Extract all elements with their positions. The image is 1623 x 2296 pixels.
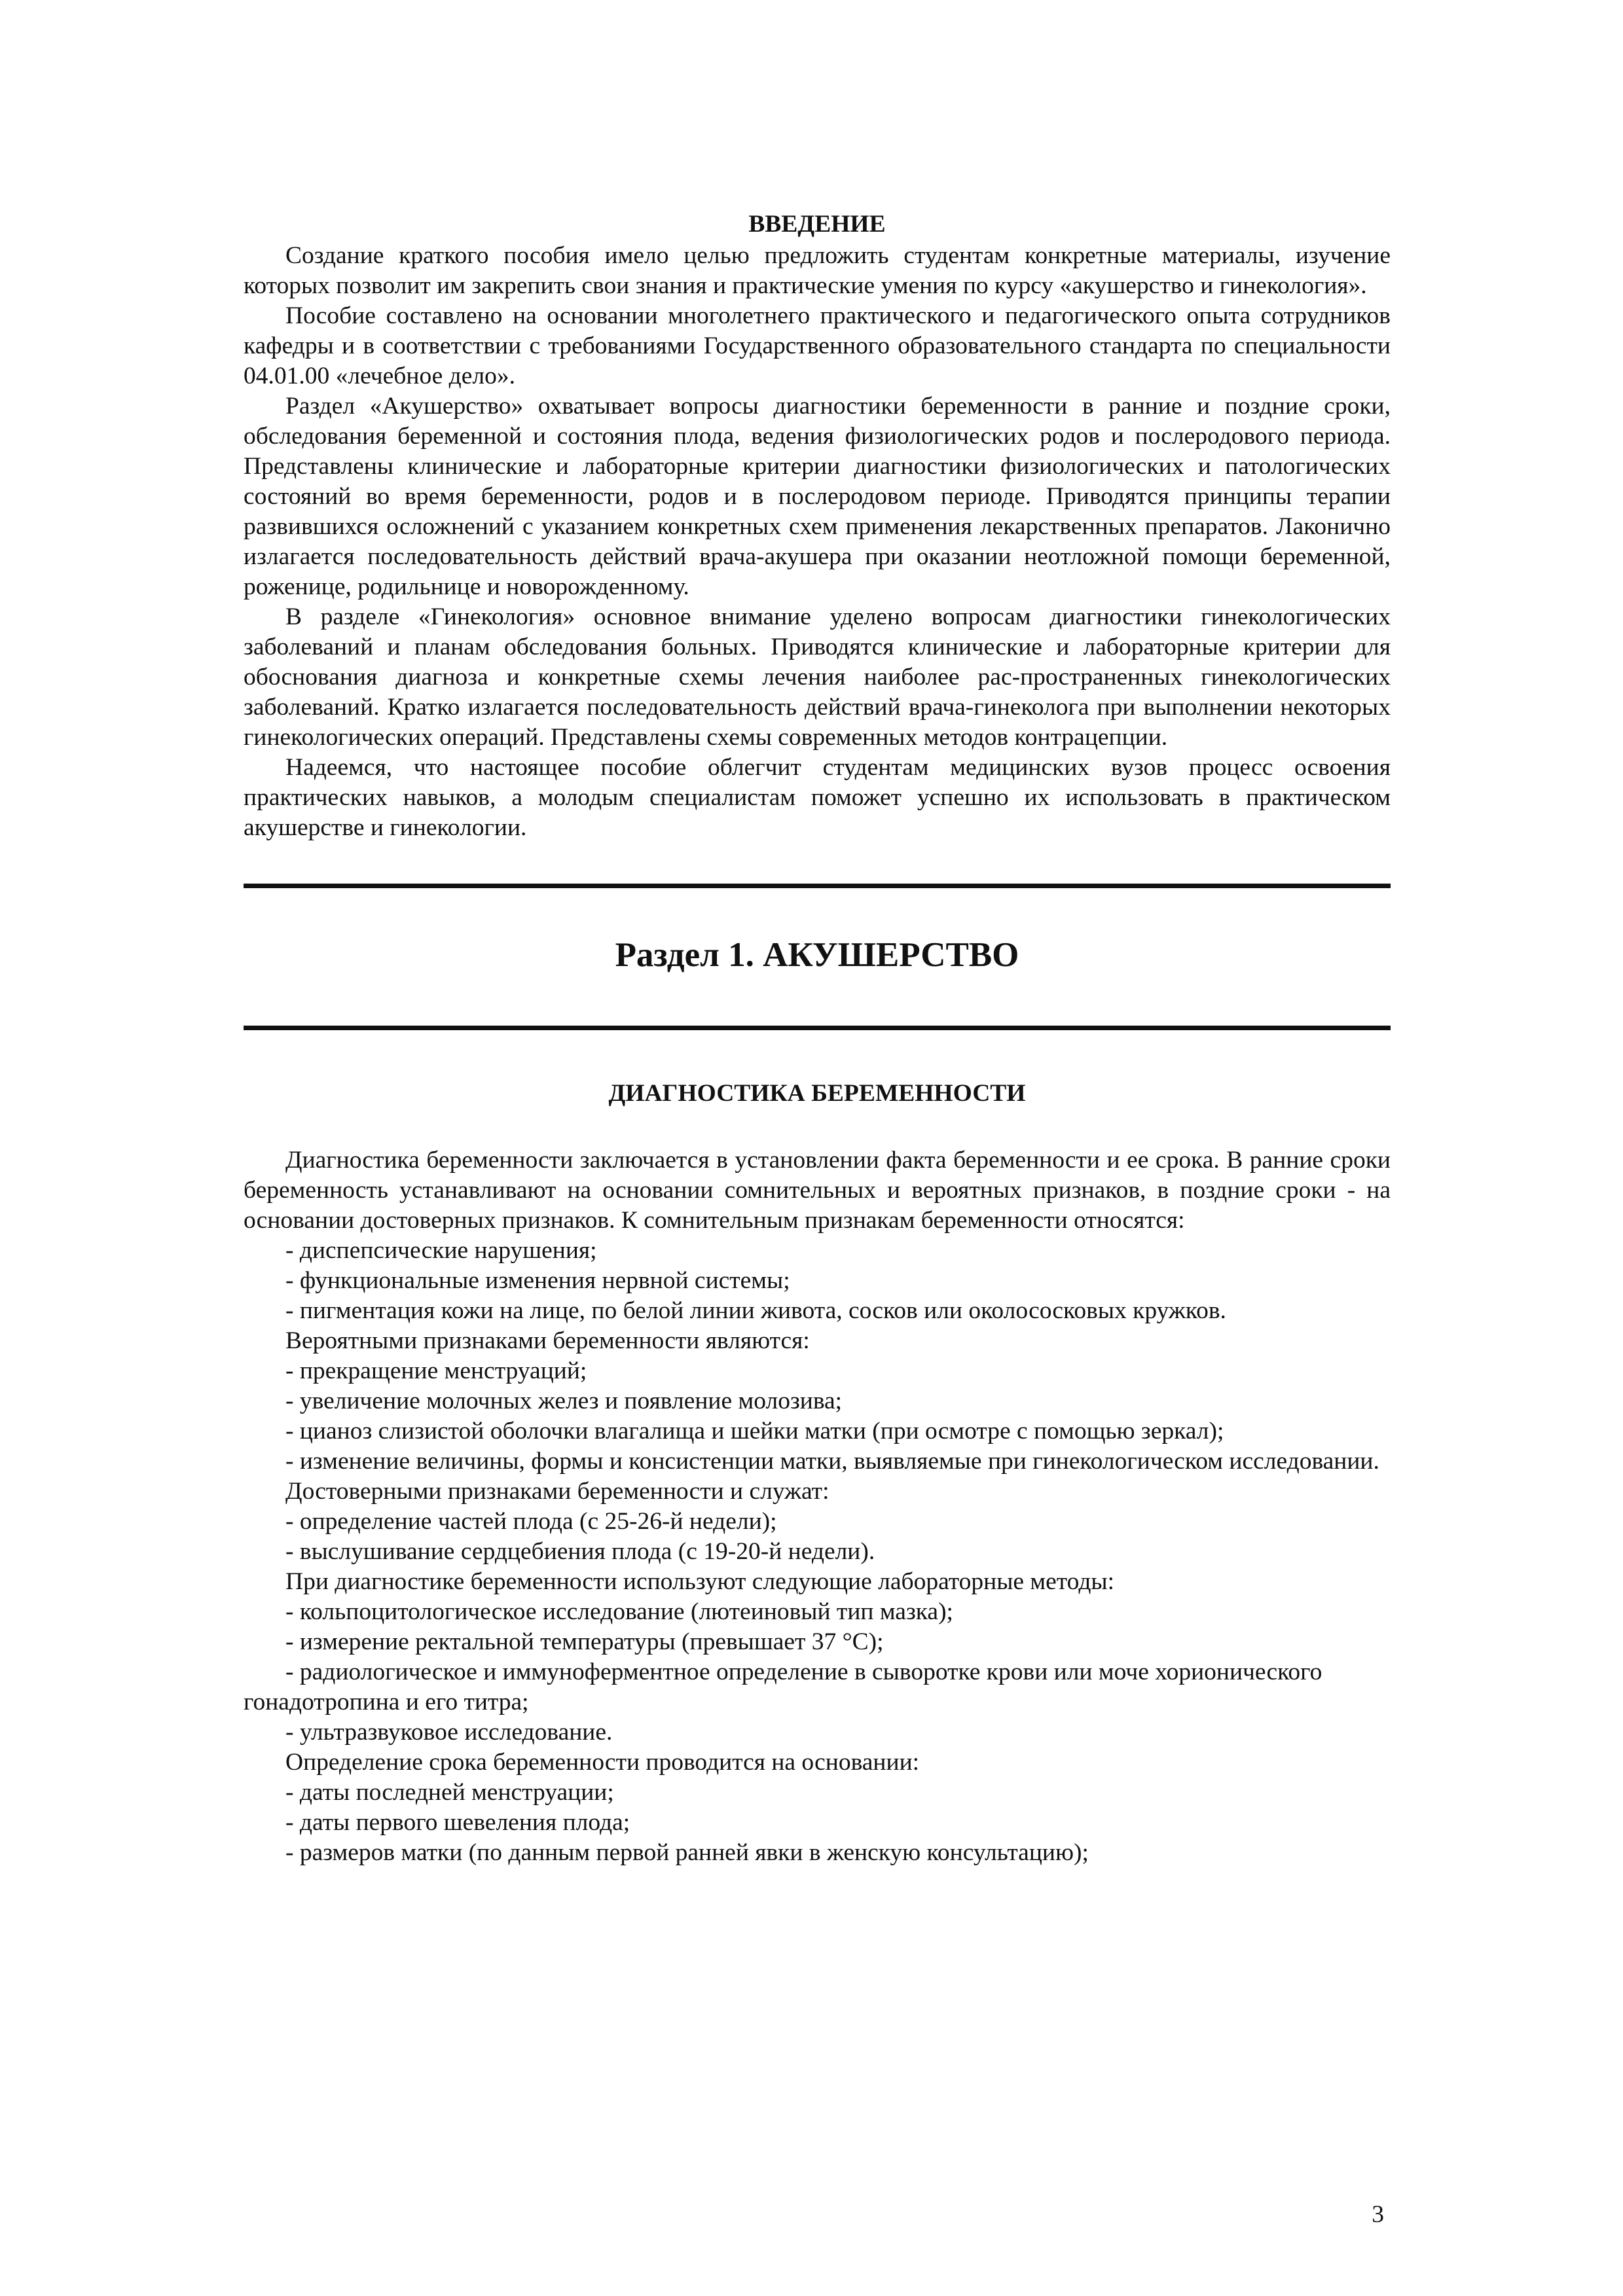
section-title: Раздел 1. АКУШЕРСТВО xyxy=(615,936,1019,974)
list-item: - выслушивание сердцебиения плода (с 19-20-й недели). xyxy=(285,1538,875,1565)
intro-paragraph: В разделе «Гинекология» основное внимание уделено вопросам диагностики гинекологических заболеваний и планам обследования больных. Приводятся клинические и лабораторные критерии для обоснования диагноза и конкретные схемы лечения наиболее рас-пространенных гинекологических заболеваний. Кратко излагается последовательность действий врача-гинеколога при выполнении некоторых гинекологических операций. Представлены схемы современных методов контрацепции. xyxy=(244,603,1391,751)
list-item: Достоверными признаками беременности и служат: xyxy=(285,1478,830,1505)
list-item: - определение частей плода (с 25-26-й недели); xyxy=(285,1508,777,1535)
list-item: - даты первого шевеления плода; xyxy=(285,1809,630,1836)
list-item: При диагностике беременности используют следующие лабораторные методы: xyxy=(285,1568,1115,1595)
list-item: - увеличение молочных желез и появление молозива; xyxy=(285,1388,843,1414)
list-item: - даты последней менструации; xyxy=(285,1779,614,1806)
intro-paragraph: Надеемся, что настоящее пособие облегчит студентам медицинских вузов процесс освоения практических навыков, а молодым специалистам поможет успешно их использовать в практическом акушерстве и гинекологии. xyxy=(244,754,1391,841)
intro-paragraph: Раздел «Акушерство» охватывает вопросы диагностики беременности в ранние и поздние сроки, обследования беременной и состояния плода, ведения физиологических родов и послеродового периода. Представлены клинические и лабораторные критерии диагностики физиологических и патологических состояний во время беременности, родов и в послеродовом периоде. Приводятся принципы терапии развившихся осложнений с указанием конкретных схем применения лекарственных препаратов. Лаконично излагается последовательность действий врача-акушера при оказании неотложной помощи беременной, роженице, родильнице и новорожденному. xyxy=(244,393,1391,600)
list-item: - прекращение менструаций; xyxy=(285,1357,587,1384)
page-number: 3 xyxy=(1372,2201,1384,2228)
top-divider xyxy=(244,884,1391,888)
bottom-divider xyxy=(244,1026,1391,1030)
list-item: - кольпоцитологическое исследование (лютеиновый тип мазка); xyxy=(285,1598,953,1625)
list-item: - измерение ректальной температуры (превышает 37 °С); xyxy=(285,1628,884,1655)
intro-paragraph: Пособие составлено на основании многолетнего практического и педагогического опыта сотрудников кафедры и в соответствии с требованиями Государственного образовательного стандарта по специальности 04.01.00 «лечебное дело». xyxy=(244,302,1391,389)
list-item: - изменение величины, формы и консистенции матки, выявляемые при гинекологическом исследовании. xyxy=(285,1448,1379,1475)
list-item: - пигментация кожи на лице, по белой линии живота, сосков или околососковых кружков. xyxy=(285,1297,1226,1324)
list-item: - функциональные изменения нервной системы; xyxy=(285,1267,790,1294)
intro-heading: ВВЕДЕНИЕ xyxy=(748,211,886,238)
document-page xyxy=(244,209,1391,1868)
diagnostics-heading: ДИАГНОСТИКА БЕРЕМЕННОСТИ xyxy=(608,1080,1026,1107)
list-item: Вероятными признаками беременности являются: xyxy=(285,1327,810,1354)
list-item: Определение срока беременности проводится на основании: xyxy=(285,1749,920,1776)
intro-paragraph: Создание краткого пособия имело целью предложить студентам конкретные материалы, изучение которых позволит им закрепить свои знания и практические умения по курсу «акушерство и гинекология». xyxy=(244,242,1391,299)
list-item: - размеров матки (по данным первой ранней явки в женскую консультацию); xyxy=(285,1839,1089,1866)
list-item: - цианоз слизистой оболочки влагалища и шейки матки (при осмотре с помощью зеркал); xyxy=(285,1418,1224,1444)
list-item: - диспепсические нарушения; xyxy=(285,1237,597,1264)
list-item: - ультразвуковое исследование. xyxy=(285,1719,613,1746)
list-item: - радиологическое и иммуноферментное определение в сыворотке крови или моче хорионического гонадотропина и его титра; xyxy=(244,1659,1322,1715)
diagnostics-lead: Диагностика беременности заключается в установлении факта беременности и ее срока. В ранние сроки беременность устанавливают на основании сомнительных и вероятных признаков, в поздние сроки - на основании достоверных признаков. К сомнительным признакам беременности относятся: xyxy=(244,1147,1391,1234)
